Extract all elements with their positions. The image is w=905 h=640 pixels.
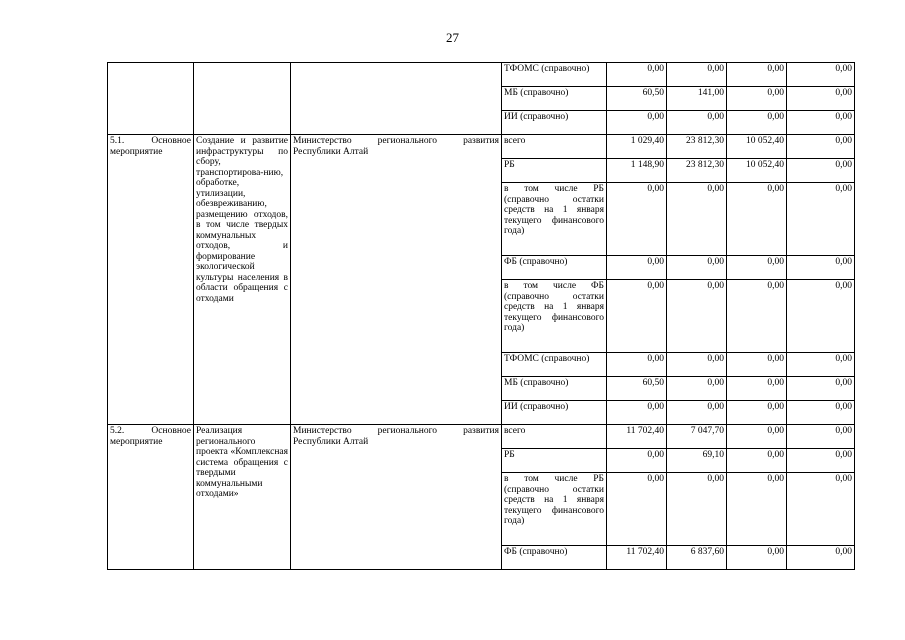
value-cell: 60,50 [607,87,667,111]
code-cell [108,63,194,135]
value-cell: 0,00 [607,449,667,473]
value-cell: 0,00 [787,473,855,546]
source-cell: всего [502,425,607,449]
name-cell [194,63,291,135]
value-cell: 0,00 [727,63,787,87]
value-cell: 0,00 [787,449,855,473]
value-cell: 0,00 [727,87,787,111]
source-cell: ИИ (справочно) [502,401,607,425]
value-cell: 11 702,40 [607,425,667,449]
measure-name: Создание и развитие инфраструктуры по сбору, транспортирова-нию, обработке, утилизации, обезвреживанию, размещению отходов, в том числе твердых коммунальных отходов, и формирование экологической культуры населения в области обращения с отходами [194,135,291,425]
value-cell: 0,00 [787,546,855,570]
value-cell: 0,00 [727,256,787,280]
measure-code: 5.2. Основное мероприятие [108,425,194,570]
source-cell: РБ [502,159,607,183]
value-cell: 0,00 [607,256,667,280]
value-cell: 0,00 [787,111,855,135]
value-cell: 10 052,40 [727,135,787,159]
value-cell: 10 052,40 [727,159,787,183]
table-row [108,63,855,87]
value-cell: 1 029,40 [607,135,667,159]
value-cell: 0,00 [787,377,855,401]
measure-executor: Министерство регионального развития Республики Алтай [291,425,502,570]
value-cell: 0,00 [607,63,667,87]
value-cell: 0,00 [667,256,727,280]
value-cell: 0,00 [667,63,727,87]
page-number: 27 [446,30,459,45]
source-cell: в том числе ФБ (справочно остатки средств на 1 января текущего финансового года) [502,280,607,353]
measure-code: 5.1. Основное мероприятие [108,135,194,425]
value-cell: 23 812,30 [667,159,727,183]
value-cell: 0,00 [787,256,855,280]
budget-table [107,62,855,570]
source-cell: ТФОМС (справочно) [502,353,607,377]
value-cell: 0,00 [727,353,787,377]
value-cell: 0,00 [607,183,667,256]
value-cell: 0,00 [727,546,787,570]
value-cell: 0,00 [727,401,787,425]
source-cell: ФБ (справочно) [502,546,607,570]
value-cell: 0,00 [667,353,727,377]
value-cell: 0,00 [787,159,855,183]
value-cell: 23 812,30 [667,135,727,159]
value-cell: 69,10 [667,449,727,473]
source-cell: МБ (справочно) [502,377,607,401]
source-cell: ФБ (справочно) [502,256,607,280]
value-cell: 0,00 [607,473,667,546]
value-cell: 0,00 [727,111,787,135]
measure-name: Реализация регионального проекта «Комплексная система обращения с твердыми коммунальными отходами» [194,425,291,570]
value-cell: 0,00 [787,87,855,111]
source-cell: ТФОМС (справочно) [502,63,607,87]
source-cell: всего [502,135,607,159]
table-row [108,135,855,159]
value-cell: 0,00 [727,183,787,256]
table-row [108,425,855,449]
value-cell: 0,00 [787,401,855,425]
source-cell: в том числе РБ (справочно остатки средств на 1 января текущего финансового года) [502,183,607,256]
value-cell: 7 047,70 [667,425,727,449]
value-cell: 0,00 [727,473,787,546]
value-cell: 0,00 [787,63,855,87]
source-cell: в том числе РБ (справочно остатки средств на 1 января текущего финансового года) [502,473,607,546]
value-cell: 0,00 [727,377,787,401]
value-cell: 0,00 [787,280,855,353]
value-cell: 0,00 [667,183,727,256]
value-cell: 1 148,90 [607,159,667,183]
value-cell: 0,00 [667,280,727,353]
value-cell: 141,00 [667,87,727,111]
value-cell: 60,50 [607,377,667,401]
value-cell: 0,00 [667,111,727,135]
value-cell: 0,00 [667,401,727,425]
value-cell: 0,00 [727,449,787,473]
value-cell: 0,00 [787,425,855,449]
value-cell: 0,00 [667,473,727,546]
executor-cell [291,63,502,135]
value-cell: 0,00 [667,377,727,401]
source-cell: РБ [502,449,607,473]
value-cell: 0,00 [607,280,667,353]
value-cell: 0,00 [607,353,667,377]
value-cell: 0,00 [727,280,787,353]
value-cell: 0,00 [787,353,855,377]
value-cell: 0,00 [787,183,855,256]
source-cell: МБ (справочно) [502,87,607,111]
value-cell: 0,00 [727,425,787,449]
measure-executor: Министерство регионального развития Республики Алтай [291,135,502,425]
value-cell: 0,00 [607,111,667,135]
value-cell: 0,00 [607,401,667,425]
value-cell: 0,00 [787,135,855,159]
value-cell: 11 702,40 [607,546,667,570]
value-cell: 6 837,60 [667,546,727,570]
source-cell: ИИ (справочно) [502,111,607,135]
